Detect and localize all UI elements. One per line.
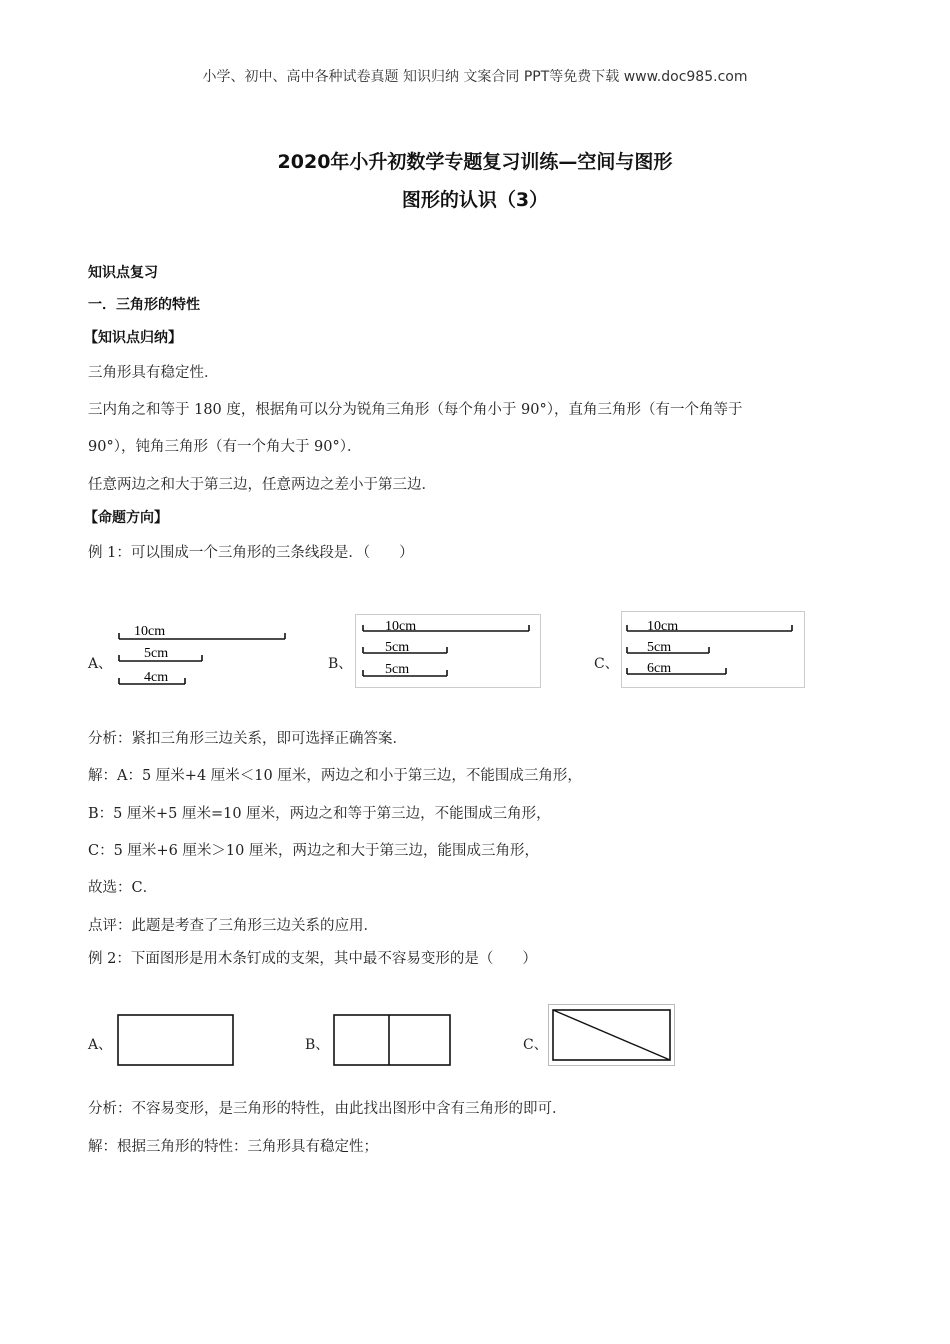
knowledge-text: 三内角之和等于 180 度，根据角可以分为锐角三角形（每个角小于 90°），直角三角形（有一个角等于 (88, 402, 743, 418)
knowledge-text: 90°），钝角三角形（有一个角大于 90°）． (88, 439, 362, 455)
knowledge-text: 任意两边之和大于第三边，任意两边之差小于第三边． (88, 477, 436, 493)
option-a-label: A、 (88, 656, 113, 672)
example-2-solution: 解：根据三角形的特性：三角形具有稳定性； (88, 1139, 378, 1155)
document-title: 2020年小升初数学专题复习训练—空间与图形 (277, 151, 673, 173)
segment-label: 5cm (144, 646, 169, 661)
segment-label: 5cm (647, 640, 672, 655)
knowledge-heading: 【知识点归纳】 (84, 330, 182, 346)
example-2-analysis: 分析：不容易变形，是三角形的特性，由此找出图形中含有三角形的即可． (88, 1101, 567, 1117)
section-review: 知识点复习 (88, 265, 158, 281)
page-header: 小学、初中、高中各种试卷真题 知识归纳 文案合同 PPT等免费下载 www.doc985.com (202, 69, 748, 85)
section-heading: 一．三角形的特性 (88, 297, 200, 313)
segment-label: 4cm (144, 670, 169, 685)
example-2-question: 例 2：下面图形是用木条钉成的支架，其中最不容易变形的是（ ） (88, 951, 537, 967)
example-1-question: 例 1：可以围成一个三角形的三条线段是．（ ） (88, 545, 414, 561)
option-b-label: B、 (305, 1037, 330, 1053)
segment-label: 6cm (647, 661, 672, 676)
option-a-rectangle-frame (117, 1014, 235, 1066)
document-subtitle: 图形的认识（3） (401, 189, 549, 211)
example-1-solution-line: B：5 厘米+5 厘米=10 厘米，两边之和等于第三边，不能围成三角形， (88, 806, 551, 822)
example-1-solution-line: 解：A：5 厘米+4 厘米＜10 厘米，两边之和小于第三边，不能围成三角形， (88, 768, 582, 784)
option-c-label: C、 (523, 1037, 548, 1053)
option-c-diagonal-rectangle-frame (548, 1004, 675, 1066)
option-b-label: B、 (328, 656, 353, 672)
segment-label: 5cm (385, 640, 410, 655)
segment-label: 10cm (385, 619, 417, 634)
option-a-segments-figure (114, 614, 292, 688)
option-c-segments-figure (621, 611, 805, 688)
knowledge-text: 三角形具有稳定性． (88, 365, 219, 381)
example-1-solution-line: C：5 厘米+6 厘米＞10 厘米，两边之和大于第三边，能围成三角形， (88, 843, 539, 859)
direction-heading: 【命题方向】 (84, 510, 168, 526)
option-b-divided-rectangle-frame (333, 1014, 452, 1066)
segment-label: 10cm (647, 619, 679, 634)
option-a-label: A、 (88, 1037, 113, 1053)
example-1-comment: 点评：此题是考查了三角形三边关系的应用． (88, 918, 378, 934)
option-b-segments-figure (355, 614, 541, 688)
example-1-answer: 故选：C． (88, 880, 158, 896)
segment-label: 10cm (134, 624, 166, 639)
example-1-analysis: 分析：紧扣三角形三边关系，即可选择正确答案． (88, 731, 407, 747)
segment-label: 5cm (385, 662, 410, 677)
option-c-label: C、 (594, 656, 619, 672)
